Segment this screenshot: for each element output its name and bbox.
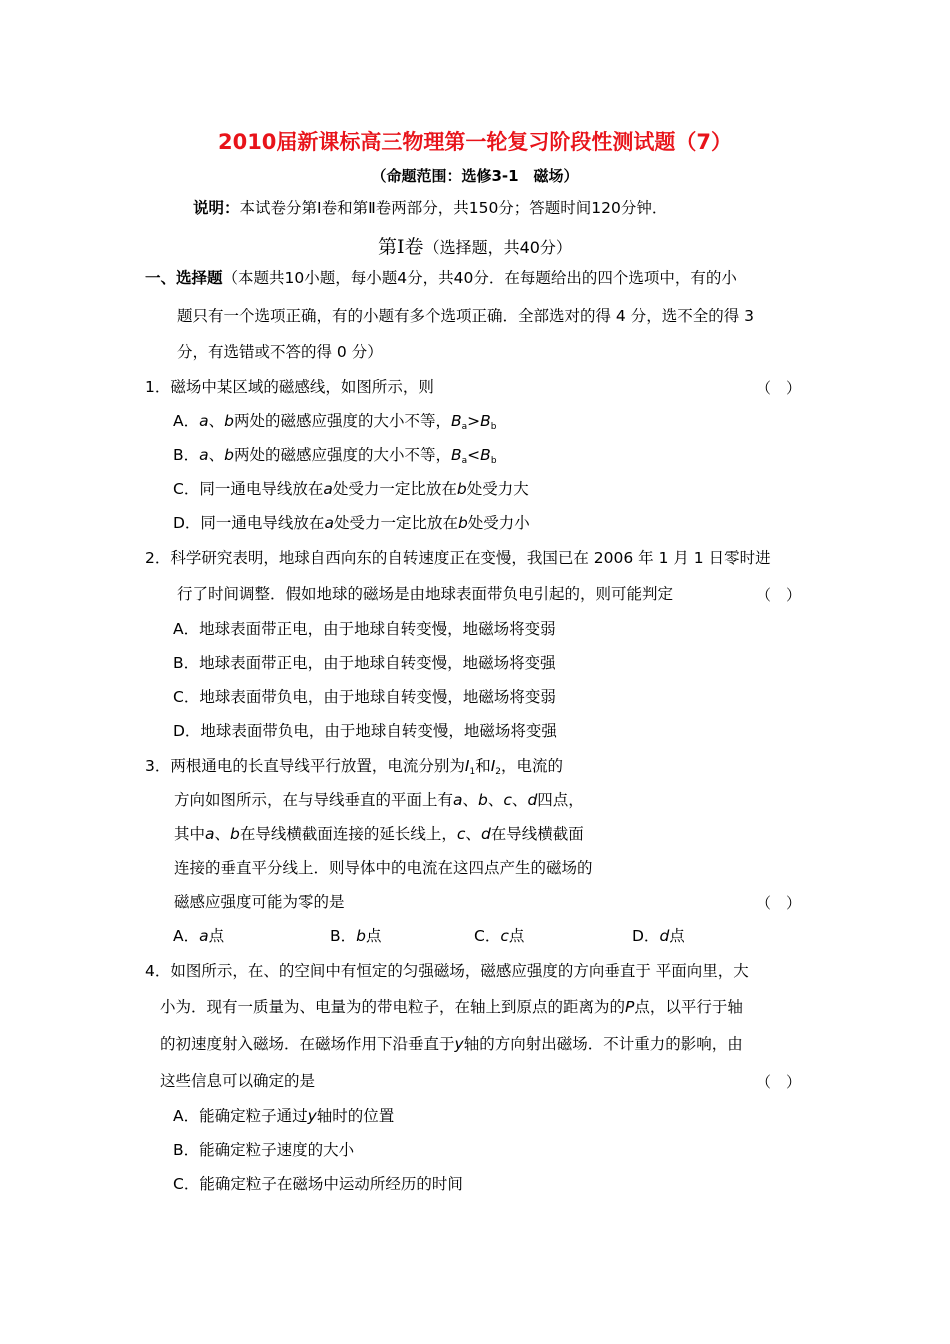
instructions-note — [193, 198, 667, 218]
q2-stem-1: 2．科学研究表明，地球自西向东的自转速度正在变慢，我国已在 2006 年 1 月 1 日零时进 — [145, 549, 771, 567]
q3-stem-2: 方向如图所示，在与导线垂直的平面上有a、b、c、d四点， — [174, 791, 584, 809]
q4-stem-2: 小为．现有一质量为、电量为的带电粒子，在轴上到原点的距离为的P点，以平行于轴 — [160, 998, 743, 1016]
volume-small-label: （选择题，共40分） — [423, 238, 572, 257]
q4-stem-1: 4．如图所示，在、的空间中有恒定的匀强磁场，磁感应强度的方向垂直于 平面向里，大 — [145, 962, 749, 980]
q4-option-a: A．能确定粒子通过y轴时的位置 — [173, 1107, 395, 1125]
q2-option-b: B．地球表面带正电，由于地球自转变慢，地磁场将变强 — [173, 654, 556, 672]
note-label: 说明： — [193, 199, 240, 217]
q1-stem: 1．磁场中某区域的磁感线，如图所示，则 — [145, 378, 434, 396]
volume-heading — [0, 232, 950, 259]
q3-stem-1: 3．两根通电的长直导线平行放置，电流分别为$I_1$和$I_2$，电流的 — [145, 757, 564, 777]
q3-stem-3: 其中a、b在导线横截面连接的延长线上，c、d在导线横截面 — [174, 825, 584, 843]
note-text: 本试卷分第Ⅰ卷和第Ⅱ卷两部分，共150分；答题时间120分钟． — [239, 199, 668, 217]
q4-option-c: C．能确定粒子在磁场中运动所经历的时间 — [173, 1175, 463, 1193]
q3-option-c: C．c点 — [474, 927, 525, 945]
q3-option-b: B．b点 — [330, 927, 382, 945]
q1-option-d: D．同一通电导线放在a处受力一定比放在b处受力小 — [173, 514, 530, 532]
section-desc-1: （本题共10小题，每小题4分，共40分．在每题给出的四个选项中，有的小 — [222, 269, 737, 287]
q1-option-b: B．a、b两处的磁感应强度的大小不等，$B_a<B_b$ — [173, 446, 497, 466]
q2-stem-2: 行了时间调整．假如地球的磁场是由地球表面带负电引起的，则可能判定 — [177, 585, 674, 603]
q1-option-c: C．同一通电导线放在a处受力一定比放在b处受力大 — [173, 480, 529, 498]
q4-option-b: B．能确定粒子速度的大小 — [173, 1141, 355, 1159]
q2-answer-bracket: （ ） — [756, 586, 802, 604]
q3-stem-5: 磁感应强度可能为零的是 — [174, 893, 345, 911]
section-heading-line — [145, 268, 737, 288]
document-title: 2010届新课标高三物理第一轮复习阶段性测试题（7） — [217, 130, 733, 154]
q2-option-a: A．地球表面带正电，由于地球自转变慢，地磁场将变弱 — [173, 620, 556, 638]
q3-option-a: A．a点 — [173, 927, 225, 945]
q1-answer-bracket: （ ） — [756, 379, 802, 397]
section-heading: 一、选择题 — [145, 269, 223, 287]
q2-option-d: D．地球表面带负电，由于地球自转变慢，地磁场将变强 — [173, 722, 557, 740]
q4-answer-bracket: （ ） — [756, 1073, 802, 1091]
q1-option-a: A．a、b两处的磁感应强度的大小不等，$B_a>B_b$ — [173, 412, 497, 432]
q3-answer-bracket: （ ） — [756, 894, 802, 912]
document-subtitle: （命题范围：选修3-1 磁场） — [371, 167, 579, 185]
volume-big-label: 第Ⅰ卷 — [378, 236, 424, 258]
section-desc-3: 分，有选错或不答的得 0 分） — [177, 343, 383, 361]
q3-option-d: D．d点 — [632, 927, 685, 945]
q2-option-c: C．地球表面带负电，由于地球自转变慢，地磁场将变弱 — [173, 688, 556, 706]
q4-stem-3: 的初速度射入磁场．在磁场作用下沿垂直于y轴的方向射出磁场．不计重力的影响，由 — [160, 1035, 743, 1053]
q3-stem-4: 连接的垂直平分线上．则导体中的电流在这四点产生的磁场的 — [174, 859, 593, 877]
q4-stem-4: 这些信息可以确定的是 — [160, 1072, 316, 1090]
section-desc-2: 题只有一个选项正确，有的小题有多个选项正确．全部选对的得 4 分，选不全的得 3 — [177, 307, 755, 325]
